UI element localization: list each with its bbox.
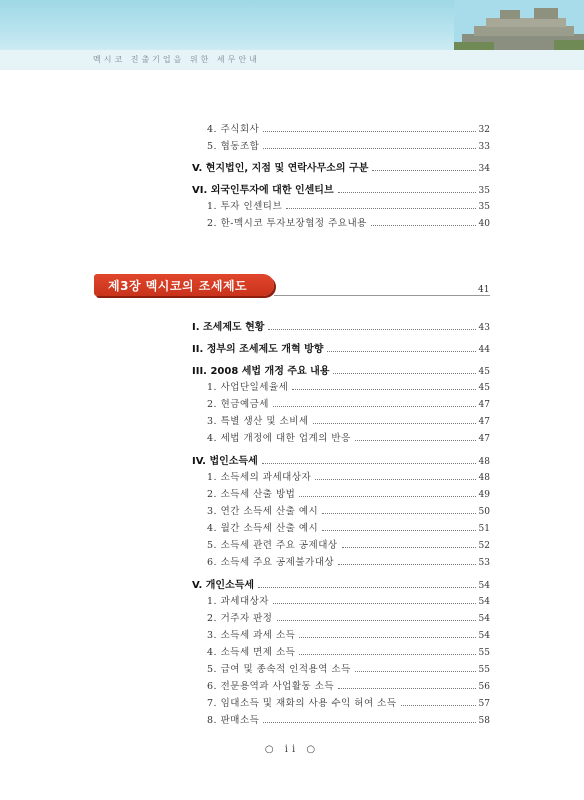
dot-leader	[313, 422, 476, 424]
toc-entry-page: 32	[478, 125, 490, 135]
toc-entry-page: 51	[478, 524, 490, 534]
dot-leader	[299, 495, 475, 497]
toc-entry	[207, 554, 490, 568]
header-banner	[0, 0, 584, 50]
toc-entry-label: 3. 소득세 과세 소득	[207, 630, 296, 641]
dot-leader	[322, 529, 475, 531]
toc-entry-page: 45	[478, 367, 490, 377]
header-bar	[0, 50, 584, 70]
toc-entry-page: 56	[478, 682, 490, 692]
toc-entry-page: 52	[478, 541, 490, 551]
toc-entry-label: V. 현지법인, 지점 및 연락사무소의 구분	[192, 163, 369, 174]
toc-entry-label: 1. 소득세의 과세대상자	[207, 472, 312, 483]
toc-entry-label: 4. 주식회사	[207, 124, 260, 135]
dot-leader	[273, 602, 476, 604]
dot-leader	[263, 721, 475, 723]
toc-entry	[207, 712, 490, 726]
toc-entry-page: 54	[478, 597, 490, 607]
toc-entry-label: II. 정부의 조세제도 개혁 방향	[192, 344, 324, 355]
toc-entry	[192, 181, 490, 196]
toc-entry	[207, 215, 490, 229]
dot-leader	[299, 636, 475, 638]
toc-entry-label: 7. 임대소득 및 재화의 사용 수익 허여 소득	[207, 698, 397, 709]
toc-entry-page: 48	[478, 457, 490, 467]
toc-entry-label: 1. 사업단일세율세	[207, 382, 289, 393]
toc-entry	[207, 537, 490, 551]
dot-leader	[315, 478, 475, 480]
ruins-illustration	[454, 0, 584, 50]
toc-entry	[192, 452, 490, 467]
dot-leader	[263, 130, 475, 132]
toc-entry-label: V. 개인소득세	[192, 580, 255, 591]
toc-entry	[207, 520, 490, 534]
toc-entry-page: 54	[478, 614, 490, 624]
running-header: 멕시코 진출기업을 위한 세무안내	[93, 55, 260, 64]
toc-entry-page: 47	[478, 400, 490, 410]
toc-entry-label: 2. 거주자 판정	[207, 613, 273, 624]
toc-entry	[192, 362, 490, 377]
toc-entry-label: 2. 현금예금세	[207, 399, 269, 410]
dot-leader	[277, 619, 476, 621]
dot-leader	[262, 462, 476, 464]
toc-entry-page: 35	[478, 202, 490, 212]
toc-entry-label: 8. 판매소득	[207, 715, 260, 726]
toc-entry	[207, 644, 490, 658]
toc-entry	[207, 430, 490, 444]
dot-leader	[338, 687, 475, 689]
toc-entry-page: 35	[478, 186, 490, 196]
dot-leader	[372, 169, 475, 171]
toc-entry	[207, 198, 490, 212]
toc-entry-page: 34	[478, 164, 490, 174]
toc-entry-label: 2. 한-멕시코 투자보장협정 주요내용	[207, 218, 367, 229]
dot-leader	[401, 704, 476, 706]
toc-entry-page: 40	[478, 219, 490, 229]
toc-entry	[207, 610, 490, 624]
toc-entry-label: 3. 연간 소득세 산출 예시	[207, 506, 319, 517]
chapter-title: 제3장 멕시코의 조세제도	[108, 279, 248, 293]
toc-entry-page: 58	[478, 716, 490, 726]
toc-entry-page: 53	[478, 558, 490, 568]
toc-entry-page: 54	[478, 631, 490, 641]
toc-entry-page: 48	[478, 473, 490, 483]
toc-entry-page: 55	[478, 665, 490, 675]
toc-entry-page: 50	[478, 507, 490, 517]
toc-entry	[192, 159, 490, 174]
chapter-underline	[274, 295, 490, 296]
dot-leader	[327, 350, 475, 352]
dot-leader	[268, 328, 475, 330]
dot-leader	[342, 546, 476, 548]
dot-leader	[273, 405, 476, 407]
toc-entry	[207, 469, 490, 483]
toc-entry-page: 55	[478, 648, 490, 658]
dot-leader	[333, 372, 475, 374]
toc-entry-page: 43	[478, 323, 490, 333]
toc-entry-label: VI. 외국인투자에 대한 인센티브	[192, 185, 334, 196]
toc-entry-page: 57	[478, 699, 490, 709]
toc-entry	[207, 486, 490, 500]
toc-entry-label: IV. 법인소득세	[192, 456, 258, 467]
toc-entry-label: 2. 소득세 산출 방법	[207, 489, 296, 500]
dot-leader	[355, 439, 476, 441]
toc-entry	[207, 695, 490, 709]
toc-entry-page: 45	[478, 383, 490, 393]
toc-entry-label: 1. 과세대상자	[207, 596, 269, 607]
toc-entry	[207, 503, 490, 517]
toc-entry-page: 33	[478, 142, 490, 152]
toc-entry-label: 4. 소득세 면제 소득	[207, 647, 296, 658]
toc-entry-label: 4. 세법 개정에 대한 업계의 반응	[207, 433, 351, 444]
dot-leader	[322, 512, 475, 514]
toc-entry	[192, 576, 490, 591]
chapter-heading-box	[94, 274, 274, 296]
toc-entry	[207, 661, 490, 675]
toc-entry-label: 6. 소득세 주요 공제불가대상	[207, 557, 335, 568]
toc-entry-label: 1. 투자 인센티브	[207, 201, 283, 212]
toc-entry-page: 44	[478, 345, 490, 355]
dot-leader	[338, 563, 475, 565]
toc-entry-label: 3. 특별 생산 및 소비세	[207, 416, 309, 427]
dot-leader	[292, 388, 475, 390]
toc-entry	[207, 379, 490, 393]
toc-entry-label: 5. 급여 및 종속적 인적용역 소득	[207, 664, 351, 675]
dot-leader	[258, 586, 476, 588]
toc-entry-page: 47	[478, 434, 490, 444]
toc-entry-label: 4. 월간 소득세 산출 예시	[207, 523, 319, 534]
toc-entry	[192, 318, 490, 333]
toc-entry	[207, 593, 490, 607]
toc-entry-label: 6. 전문용역과 사업활동 소득	[207, 681, 335, 692]
toc-entry-label: 5. 협동조합	[207, 141, 260, 152]
toc-entry-page: 54	[478, 581, 490, 591]
page-footer: ○ ii ○	[264, 744, 320, 755]
toc-entry-page: 49	[478, 490, 490, 500]
dot-leader	[355, 670, 476, 672]
toc-entry	[207, 121, 490, 135]
toc-entry-label: III. 2008 세법 개정 주요 내용	[192, 366, 330, 377]
toc-entry	[207, 627, 490, 641]
dot-leader	[338, 191, 476, 193]
toc-entry	[192, 340, 490, 355]
toc-entry-page: 47	[478, 417, 490, 427]
toc-entry	[207, 678, 490, 692]
toc-entry	[207, 138, 490, 152]
toc-entry-label: I. 조세제도 현황	[192, 322, 265, 333]
chapter-page-number: 41	[478, 285, 490, 295]
dot-leader	[286, 207, 475, 209]
toc-entry	[207, 413, 490, 427]
dot-leader	[263, 147, 475, 149]
toc-entry	[207, 396, 490, 410]
dot-leader	[371, 224, 476, 226]
dot-leader	[299, 653, 475, 655]
toc-entry-label: 5. 소득세 관련 주요 공제대상	[207, 540, 338, 551]
